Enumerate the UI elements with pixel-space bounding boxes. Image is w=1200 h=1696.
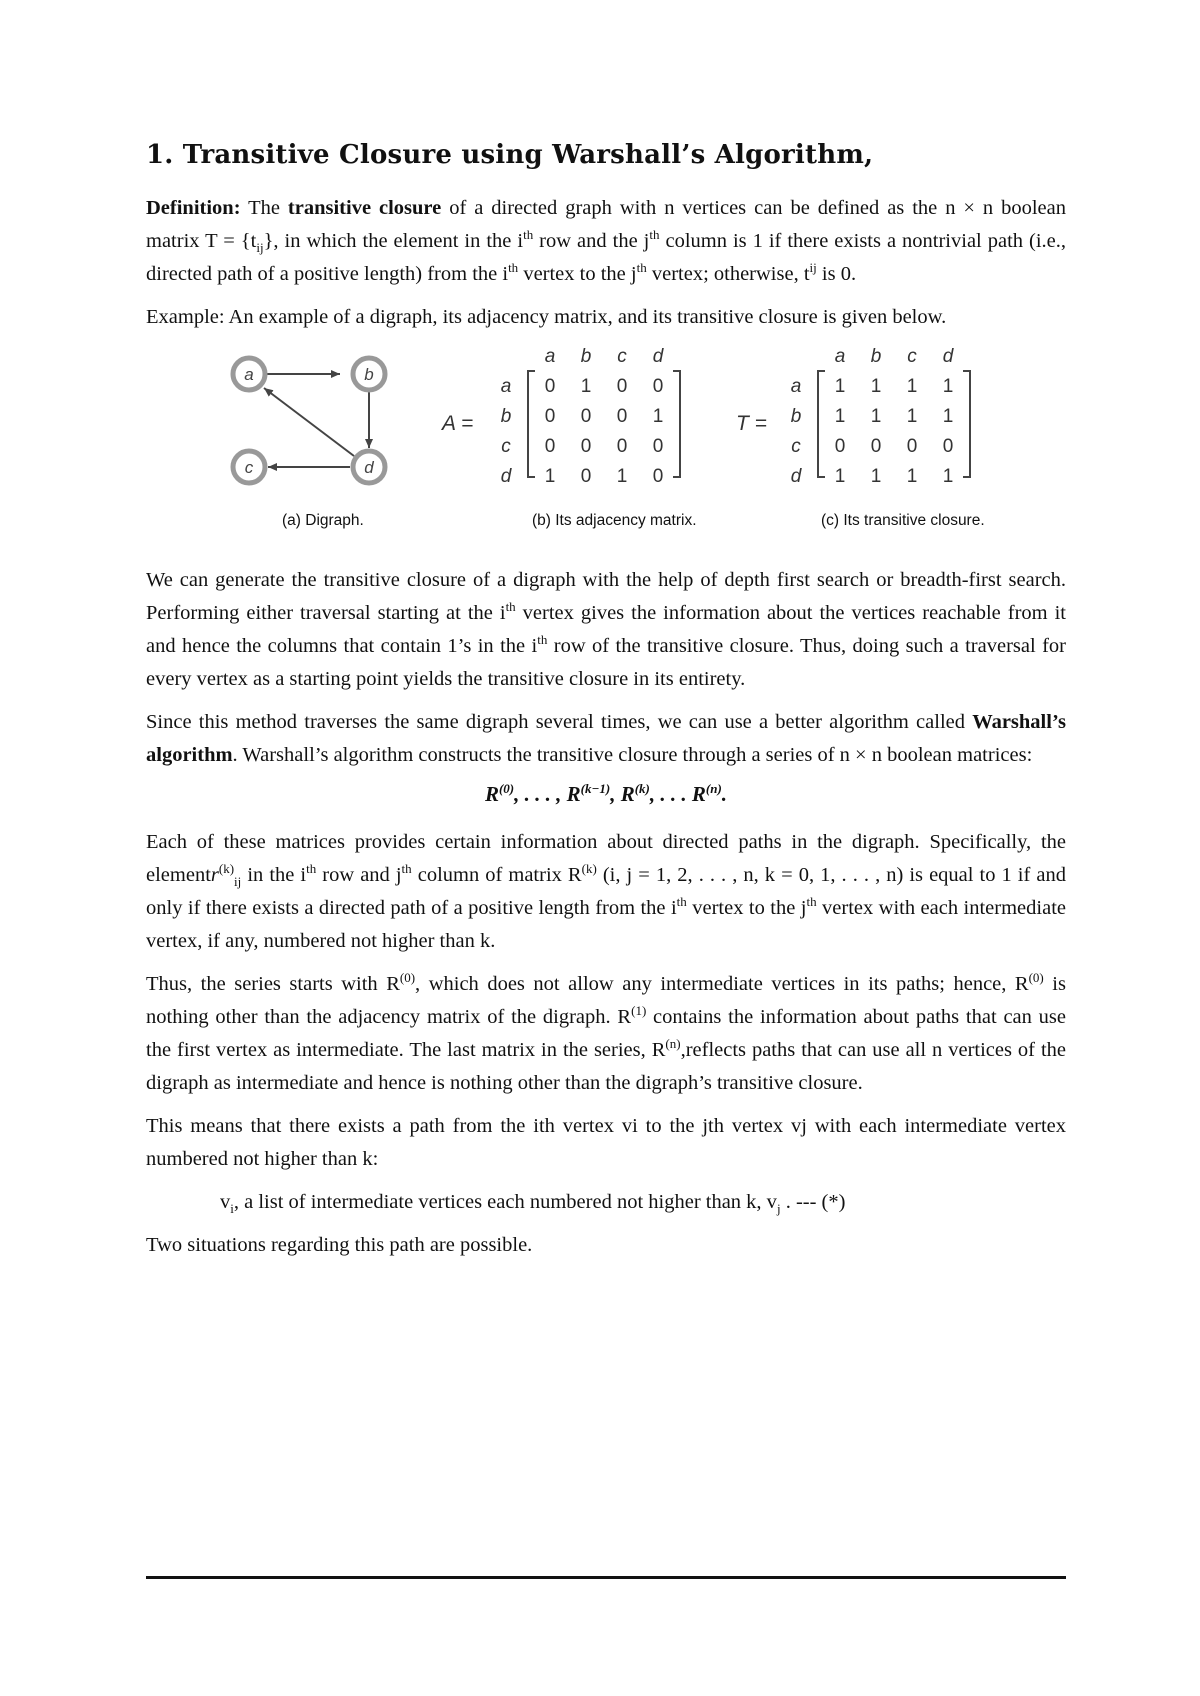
adjacency-cell-ba: 0: [544, 406, 556, 427]
closure-cell-dc: 1: [906, 466, 918, 487]
closure-cell-db: 1: [870, 466, 882, 487]
adjacency-cell-bd: 1: [652, 406, 664, 427]
adjacency-row-label-a: a: [500, 376, 512, 397]
matrix-a-label: A =: [442, 412, 474, 435]
closure-cell-da: 1: [834, 466, 846, 487]
node-b: [353, 358, 385, 390]
closure-matrix: [736, 346, 970, 487]
adjacency-cell-cd: 0: [652, 436, 664, 457]
document-body: [146, 140, 1066, 1272]
footer-rule: [146, 1576, 1066, 1579]
adjacency-cell-ab: 1: [580, 376, 592, 397]
adjacency-cell-ac: 0: [616, 376, 628, 397]
adjacency-cell-cc: 0: [616, 436, 628, 457]
caption-closure: (c) Its transitive closure.: [821, 512, 985, 529]
definition-paragraph: Definition: The transitive closure of a directed graph with n vertices can be defined as the n × n boolean matrix $T = \{t_{ij}\}$, in which the element in the $i^{th}$ row and the $j^{th}$ column is 1 if there exists a nontrivial path (i.e., directed path of a positive length) from the $i^{th}$ vertex to the $j^{th}$ vertex; otherwise, $t^{ij}$ is 0.: [146, 197, 1067, 285]
caption-digraph: (a) Digraph.: [282, 512, 364, 529]
adjacency-cell-ca: 0: [544, 436, 556, 457]
adjacency-cell-aa: 0: [544, 376, 556, 397]
figure-graphics: [146, 344, 1066, 514]
example-figure: [146, 344, 1066, 544]
closure-col-label-c: c: [907, 346, 917, 367]
closure-row-label-a: a: [790, 376, 802, 397]
node-c: [233, 451, 265, 483]
closure-row-label-b: b: [790, 406, 802, 427]
matrix-series-formula: $R^{(0)}$, . . . , $R^{(k-1)}$, $R^{(k)}$, . . . $R^{(n)}$.: [484, 781, 728, 806]
adjacency-right-bracket: [673, 371, 680, 477]
closure-cell-cc: 0: [906, 436, 918, 457]
closure-left-bracket: [818, 371, 825, 477]
edge-d-a: [264, 388, 354, 456]
closure-cell-ab: 1: [870, 376, 882, 397]
node-d-label: d: [364, 458, 374, 477]
paragraph-warshall: Since this method traverses the same digraph several times, we can use a better algorithm called Warshall’s algorithm. Warshall’s algorithm constructs the transitive closure through a series of n × n boolean matrices:: [146, 711, 1066, 766]
adjacency-col-label-c: c: [617, 346, 627, 367]
node-d: [353, 451, 385, 483]
adjacency-cell-ad: 0: [652, 376, 664, 397]
closure-cell-bd: 1: [942, 406, 954, 427]
definition-label: Definition:: [146, 197, 241, 219]
adjacency-col-label-a: a: [544, 346, 556, 367]
closure-col-label-d: d: [942, 346, 954, 367]
adjacency-row-label-c: c: [501, 436, 511, 457]
closure-cell-aa: 1: [834, 376, 846, 397]
matrix-t-label: T =: [736, 412, 767, 435]
closure-row-label-c: c: [791, 436, 801, 457]
adjacency-cell-dd: 0: [652, 466, 664, 487]
node-a: [233, 358, 265, 390]
adjacency-cell-cb: 0: [580, 436, 592, 457]
adjacency-col-label-d: d: [652, 346, 664, 367]
closure-col-label-b: b: [870, 346, 882, 367]
adjacency-row-label-b: b: [500, 406, 512, 427]
closure-row-label-d: d: [790, 466, 802, 487]
paragraph-element-definition: Each of these matrices provides certain information about directed paths in the digraph. Specifically, the elementr$^{(k)}_{ij}$ in the $i^{th}$ row and $j^{th}$ column of matrix $R^{(k)}$ (i, j = 1, 2, . . . , n, k = 0, 1, . . . , n) is equal to 1 if and only if there exists a directed path of a positive length from the $i^{th}$ vertex to the $j^{th}$ vertex with each intermediate vertex, if any, numbered not higher than k.: [146, 831, 1066, 952]
closure-col-label-a: a: [834, 346, 846, 367]
closure-cell-cd: 0: [942, 436, 954, 457]
path-formula: $v_i$, a list of intermediate vertices each numbered not higher than k, $v_j$ . --- (*): [220, 1191, 846, 1217]
adjacency-cell-bb: 0: [580, 406, 592, 427]
adjacency-col-label-b: b: [580, 346, 592, 367]
closure-cell-ad: 1: [942, 376, 954, 397]
term-warshall: Warshall’s algorithm: [146, 711, 1066, 766]
closure-cell-bb: 1: [870, 406, 882, 427]
paragraph-series: Thus, the series starts with $R^{(0)}$, which does not allow any intermediate vertices in its paths; hence, $R^{(0)}$ is nothing other than the adjacency matrix of the digraph. $R^{(1)}$ contains the information about paths that can use the first vertex as intermediate. The last matrix in the series, $R^{(n)},reflects$ paths that can use all n vertices of the digraph as intermediate and hence is nothing other than the digraph’s transitive closure.: [146, 970, 1066, 1094]
section-title: 1. Transitive Closure using Warshall’s Algorithm,: [146, 140, 874, 170]
closure-cell-ba: 1: [834, 406, 846, 427]
node-b-label: b: [364, 365, 374, 384]
node-a-label: a: [244, 365, 254, 384]
paragraph-situations: Two situations regarding this path are possible.: [146, 1234, 533, 1256]
digraph: [233, 358, 385, 483]
caption-adjacency: (b) Its adjacency matrix.: [532, 512, 697, 529]
closure-cell-bc: 1: [906, 406, 918, 427]
closure-cell-cb: 0: [870, 436, 882, 457]
closure-right-bracket: [963, 371, 970, 477]
term-transitive-closure: transitive closure: [287, 197, 442, 219]
paragraph-traversal: We can generate the transitive closure of a digraph with the help of depth first search or breadth-first search. Performing either traversal starting at the $i^{th}$ vertex gives the information about the vertices reachable from it and hence the columns that contain 1’s in the $i^{th}$ row of the transitive closure. Thus, doing such a traversal for every vertex as a starting point yields the transitive closure in its entirety.: [146, 569, 1066, 690]
adjacency-cell-db: 0: [580, 466, 592, 487]
adjacency-cell-da: 1: [544, 466, 556, 487]
closure-cell-ac: 1: [906, 376, 918, 397]
paragraph-path: This means that there exists a path from the ith vertex vi to the jth vertex vj with each intermediate vertex numbered not higher than k:: [146, 1115, 1066, 1170]
closure-cell-dd: 1: [942, 466, 954, 487]
closure-cell-ca: 0: [834, 436, 846, 457]
adjacency-cell-dc: 1: [616, 466, 628, 487]
example-paragraph: Example: An example of a digraph, its adjacency matrix, and its transitive closure is given below.: [146, 306, 947, 328]
adjacency-row-label-d: d: [500, 466, 512, 487]
adjacency-matrix: [440, 346, 680, 487]
node-c-label: c: [244, 458, 254, 477]
adjacency-left-bracket: [528, 371, 535, 477]
adjacency-cell-bc: 0: [616, 406, 628, 427]
